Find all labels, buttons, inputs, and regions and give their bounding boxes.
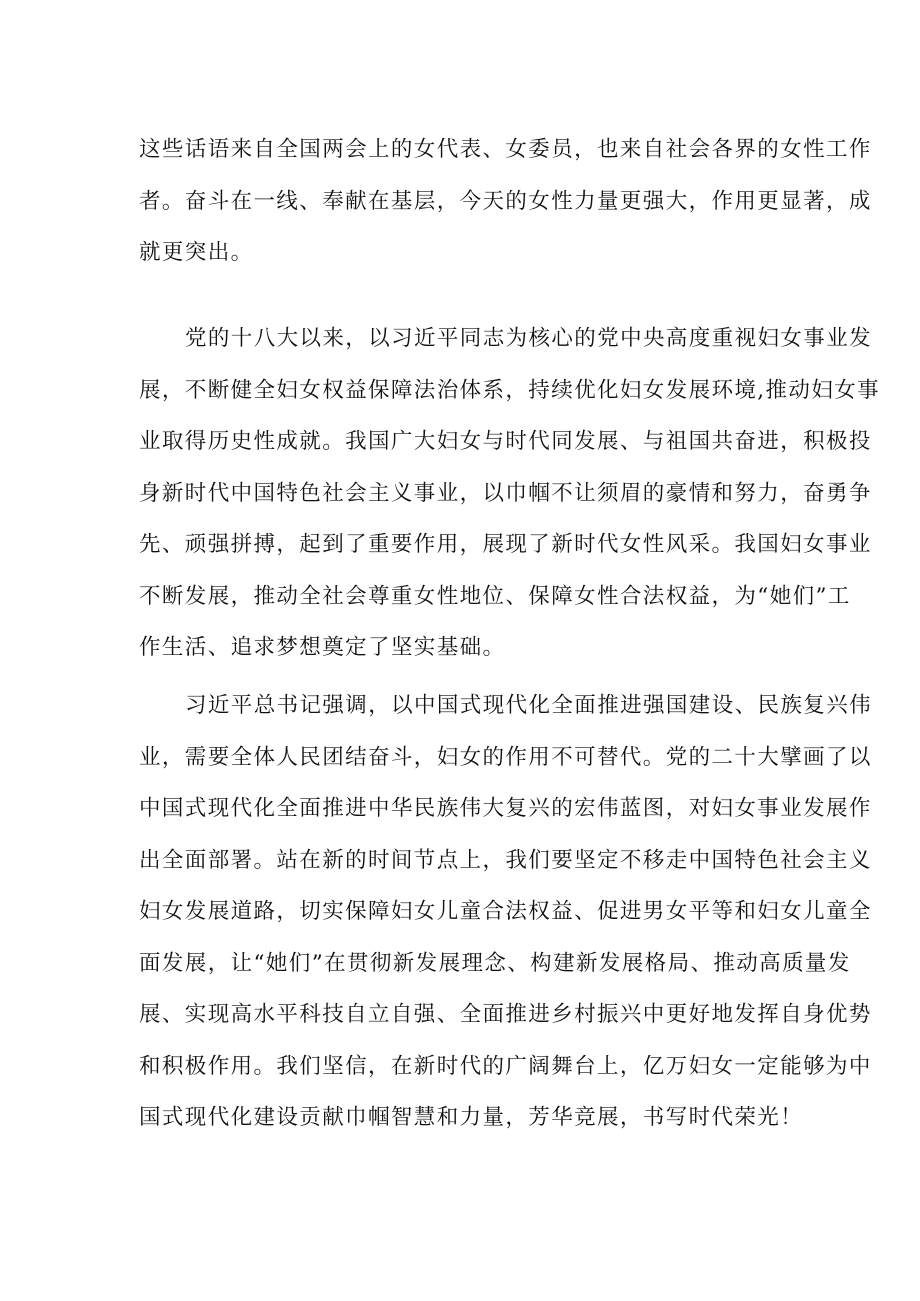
paragraph-2-line-1: 党的十八大以来，以习近平同志为核心的党中央高度重视妇女事业发 [185,326,873,351]
paragraph-3-line-9: 国式现代化建设贡献巾帼智慧和力量，芳华竞展，书写时代荣光！ [139,1105,804,1130]
paragraph-3-line-2: 业，需要全体人民团结奋斗，妇女的作用不可替代。党的二十大擘画了以 [139,744,872,770]
paragraph-3-line-8: 和积极作用。我们坚信，在新时代的广阔舞台上，亿万妇女一定能够为中 [139,1053,872,1079]
paragraph-3-line-5: 妇女发展道路，切实保障妇女儿童合法权益、促进男女平等和妇女儿童全 [139,899,872,924]
paragraph-2-line-6: 不断发展，推动全社会尊重女性地位、保障女性合法权益，为“她们”工 [139,583,851,609]
paragraph-1-line-1: 这些话语来自全国两会上的女代表、女委员，也来自社会各界的女性工作 [139,137,872,162]
paragraph-2-line-4: 身新时代中国特色社会主义事业，以巾帼不让须眉的豪情和努力，奋勇争 [139,480,872,506]
paragraph-2-line-3: 业取得历史性成就。我国广大妇女与时代同发展、与祖国共奋进，积极投 [139,429,872,454]
paragraph-2-line-5: 先、顽强拼搏，起到了重要作用，展现了新时代女性风采。我国妇女事业 [139,532,872,557]
paragraph-1-line-2: 者。奋斗在一线、奉献在基层，今天的女性力量更强大，作用更显著，成 [139,188,872,214]
paragraph-2-line-2: 展，不断健全妇女权益保障法治体系，持续优化妇女发展环境,推动妇女事 [139,377,881,403]
paragraph-1 [139,124,872,279]
paragraph-3-line-1: 习近平总书记强调，以中国式现代化全面推进强国建设、民族复兴伟 [185,693,873,718]
paragraph-2 [139,313,881,674]
paragraph-3-line-7: 展、实现高水平科技自立自强、全面推进乡村振兴中更好地发挥自身优势 [139,1002,872,1027]
paragraph-1-line-3: 就更突出。 [139,240,254,265]
paragraph-3-line-4: 出全面部署。站在新的时间节点上，我们要坚定不移走中国特色社会主义 [139,847,872,873]
paragraph-3-line-3: 中国式现代化全面推进中华民族伟大复兴的宏伟蓝图，对妇女事业发展作 [139,796,872,821]
paragraph-2-line-7: 作生活、追求梦想奠定了坚实基础。 [139,635,506,660]
paragraph-3 [139,680,873,1144]
paragraph-3-line-6: 面发展，让“她们”在贯彻新发展理念、构建新发展格局、推动高质量发 [139,950,851,976]
